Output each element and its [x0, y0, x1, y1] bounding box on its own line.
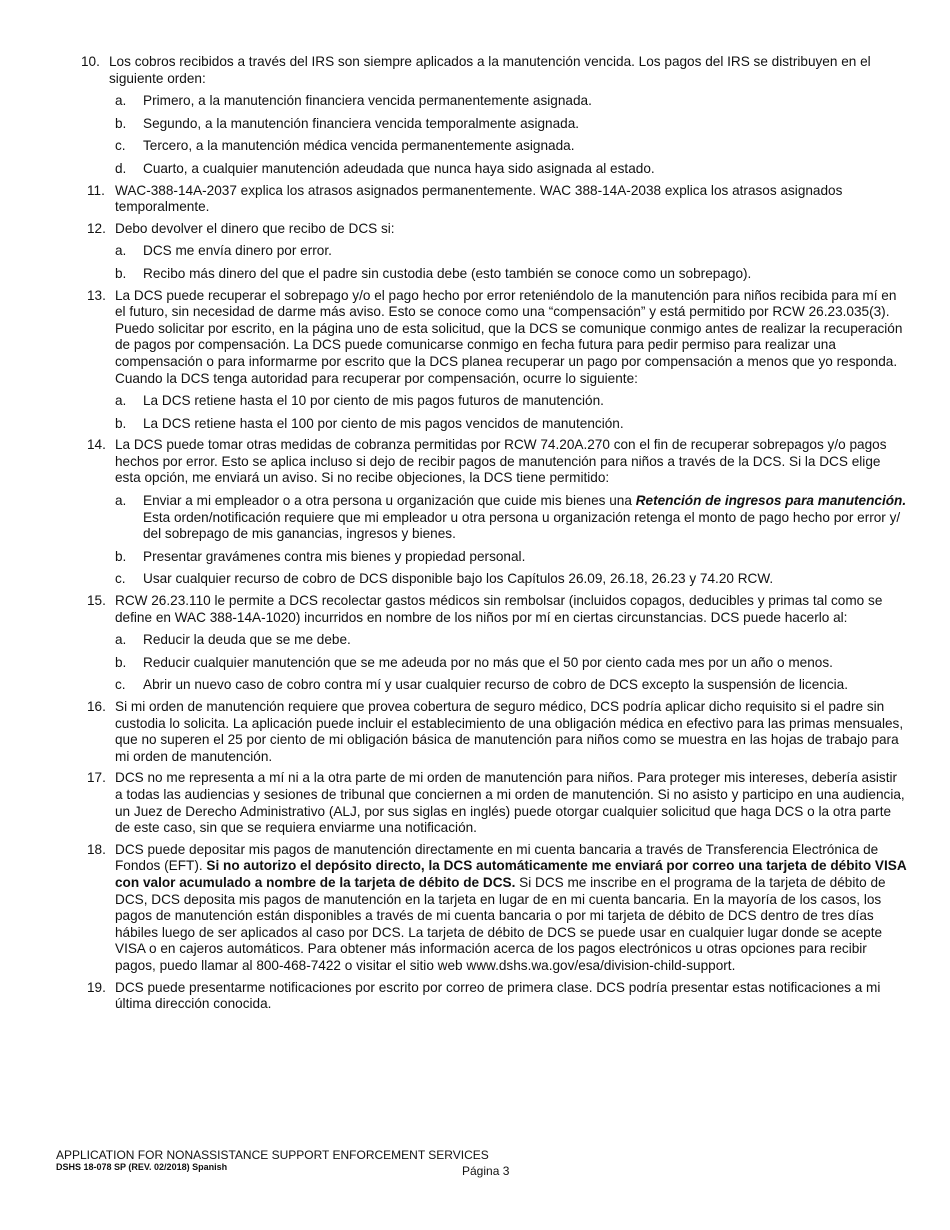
item-text: WAC-388-14A-2037 explica los atrasos asignados permanentemente. WAC 388-14A-2038 explica los atrasos asignados temporalmente.: [115, 182, 843, 215]
sub-text: Presentar gravámenes contra mis bienes y propiedad personal.: [143, 548, 526, 564]
sub-letter: b.: [115, 115, 127, 131]
list-item-14: [0, 437, 950, 588]
sub-item: [0, 416, 950, 433]
sub-item: [0, 677, 950, 694]
sub-letter: a.: [115, 243, 127, 259]
item-number: 17.: [87, 770, 106, 786]
sub-item: [0, 493, 950, 543]
list-item-15: [0, 593, 950, 694]
sub-letter: d.: [115, 160, 127, 176]
item-text: RCW 26.23.110 le permite a DCS recolectar gastos médicos sin rembolsar (incluidos copagos, deducibles y primas tal como se define en WAC 388-14A-1020) incurridos en nombre de los niños por mí en ciertas circunstancias. DCS puede hacerlo al:: [115, 593, 883, 625]
sub-item: [0, 116, 950, 133]
sub-text: Reducir la deuda que se me debe.: [143, 632, 351, 648]
item-number: 13.: [87, 287, 106, 303]
sub-text-emphasis: Retención de ingresos para manutención.: [635, 493, 907, 509]
page-number: Página 3: [462, 1164, 510, 1178]
item-text: DCS puede presentarme notificaciones por escrito por correo de primera clase. DCS podría presentar estas notificaciones a mi última dirección conocida.: [115, 979, 881, 1012]
sub-item: [0, 571, 950, 588]
item-text: La DCS puede tomar otras medidas de cobranza permitidas por RCW 74.20A.270 con el fin de recuperar sobrepagos y/o pagos hechos por error. Esto se aplica incluso si dejo de recibir pagos de manutención para niños a través de la DCS. Si la DCS elige esta opción, me enviará un aviso. Si no recibe objeciones, la DCS tiene permitido:: [115, 437, 887, 486]
item-number: 15.: [87, 593, 106, 609]
sub-letter: b.: [115, 415, 127, 431]
sub-letter: a.: [115, 393, 127, 409]
sub-text: Cuarto, a cualquier manutención adeudada que nunca haya sido asignada al estado.: [143, 160, 655, 176]
item-text: DCS no me representa a mí ni a la otra parte de mi orden de manutención para niños. Para proteger mis intereses, debería asistir a todas las audiencias y sesiones de tribunal que conciernen a mi orden de manutención. Si no asisto y participo en una audiencia, un Juez de Derecho Administrativo (ALJ, por sus siglas en inglés) puede otorgar cualquier solicitud que haga DCS o la otra parte de este caso, sin que se requiera enviarme una notificación.: [115, 770, 905, 836]
item-text-post: Si DCS me inscribe en el programa de la tarjeta de débito de DCS, DCS deposita mis pagos de manutención en la tarjeta en lugar de en mi cuenta bancaria. En la mayoría de los casos, los pagos de manutención están disponibles a través de mi cuenta bancaria o por mi tarjeta de débito de DCS dentro de tres días hábiles luego de ser aplicados al caso por DCS. La tarjeta de débito de DCS se puede usar en cualquier lugar donde se acepte VISA o en cajeros automáticos. Para obtener más información acerca de los pagos electrónicos u otras opciones para recibir pagos, puedo llamar al 800-468-7422 o visitar el sitio web www.dshs.wa.gov/esa/division-child-support.: [115, 874, 886, 973]
item-number: 18.: [87, 841, 106, 857]
sub-letter: b.: [115, 548, 127, 564]
sub-item: [0, 549, 950, 566]
item-text-bold: Si no autorizo el depósito directo, la DCS automáticamente me enviará por correo una tarjeta de débito VISA con valor acumulado a nombre de la tarjeta de débito de DCS.: [115, 858, 907, 890]
list-item-19: [0, 980, 950, 1013]
sub-text: Reducir cualquier manutención que se me adeuda por no más que el 50 por ciento cada mes por un año o menos.: [143, 654, 833, 670]
list-item-10: [0, 54, 950, 178]
list-item-16: [0, 699, 950, 765]
list-item-12: [0, 221, 950, 283]
item-number: 14.: [87, 437, 106, 453]
sub-text: Segundo, a la manutención financiera vencida temporalmente asignada.: [143, 115, 580, 131]
sub-item: [0, 655, 950, 672]
item-text-pre: DCS puede depositar mis pagos de manutención directamente en mi cuenta bancaria a través de Transferencia Electrónica de Fondos (EFT).: [115, 841, 879, 874]
sub-text: La DCS retiene hasta el 10 por ciento de mis pagos futuros de manutención.: [143, 393, 604, 409]
sub-text: Abrir un nuevo caso de cobro contra mí y usar cualquier recurso de cobro de DCS excepto la suspensión de licencia.: [143, 677, 848, 693]
item-text: La DCS puede recuperar el sobrepago y/o el pago hecho por error reteniéndolo de la manutención para niños recibida para mí en el futuro, sin necesidad de darme más aviso. Esto se conoce como una “compensación” y está permitido por RCW 26.23.035(3). Puedo solicitar por escrito, en la página uno de esta solicitud, que la DCS se comunique conmigo antes de realizar la recuperación de pagos por compensación. La DCS puede comunicarse conmigo en fecha futura para pedir permiso para realizar una compensación o para informarme por escrito que la DCS planea recuperar un pago por compensación a menos que yo responda. Cuando la DCS tenga autoridad para recuperar por compensación, ocurre lo siguiente:: [115, 287, 903, 386]
sub-text-post: Esta orden/notificación requiere que mi empleador u otra persona u organización retenga el monto de pago hecho por error y/ del sobrepago de mis ganancias, ingresos y bienes.: [143, 509, 901, 542]
sub-text: Primero, a la manutención financiera vencida permanentemente asignada.: [143, 93, 592, 109]
item-number: 12.: [87, 220, 106, 236]
sub-text: Tercero, a la manutención médica vencida permanentemente asignada.: [143, 138, 575, 154]
document-body: [0, 54, 950, 1018]
sub-letter: a.: [115, 93, 127, 109]
footer-form-number: DSHS 18-078 SP (REV. 02/2018) Spanish: [56, 1162, 228, 1172]
sub-letter: c.: [115, 571, 126, 587]
sub-letter: b.: [115, 654, 127, 670]
sub-item: [0, 161, 950, 178]
item-number: 11.: [87, 182, 105, 198]
list-item-11: [0, 183, 950, 216]
sub-text: DCS me envía dinero por error.: [143, 243, 332, 259]
sub-letter: b.: [115, 265, 127, 281]
list-item-17: [0, 770, 950, 836]
sub-letter: c.: [115, 677, 126, 693]
sub-letter: c.: [115, 138, 126, 154]
sub-item: [0, 243, 950, 260]
item-text: Si mi orden de manutención requiere que provea cobertura de seguro médico, DCS podría aplicar dicho requisito si el padre sin custodia lo solicita. La aplicación puede incluir el establecimiento de una obligación médica en efectivo para las primas mensuales, que no superen el 25 por ciento de mi obligación básica de manutención para niños como se muestra en las hojas de trabajo para mi orden de manutención.: [115, 699, 904, 764]
item-number: 19.: [87, 979, 106, 995]
sub-text: Recibo más dinero del que el padre sin custodia debe (esto también se conoce como un sobrepago).: [143, 265, 752, 281]
item-number: 16.: [87, 699, 106, 714]
sub-letter: a.: [115, 632, 127, 648]
sub-letter: a.: [115, 493, 127, 509]
item-text: Debo devolver el dinero que recibo de DCS si:: [115, 220, 395, 236]
sub-text: Usar cualquier recurso de cobro de DCS disponible bajo los Capítulos 26.09, 26.18, 26.23 y 74.20 RCW.: [143, 571, 774, 587]
list-item-13: [0, 288, 950, 433]
sub-text: La DCS retiene hasta el 100 por ciento de mis pagos vencidos de manutención.: [143, 415, 624, 431]
sub-item: [0, 393, 950, 410]
item-number: 10.: [81, 54, 100, 69]
sub-item: [0, 266, 950, 283]
sub-item: [0, 632, 950, 649]
item-text: Los cobros recibidos a través del IRS son siempre aplicados a la manutención vencida. Los pagos del IRS se distribuyen en el siguiente orden:: [109, 54, 871, 86]
sub-text-pre: Enviar a mi empleador o a otra persona u organización que cuide mis bienes una: [143, 493, 636, 509]
footer-form-title: APPLICATION FOR NONASSISTANCE SUPPORT ENFORCEMENT SERVICES: [56, 1148, 489, 1162]
list-item-18: [0, 842, 950, 975]
page-footer: [56, 1148, 916, 1178]
sub-item: [0, 138, 950, 155]
sub-item: [0, 93, 950, 110]
